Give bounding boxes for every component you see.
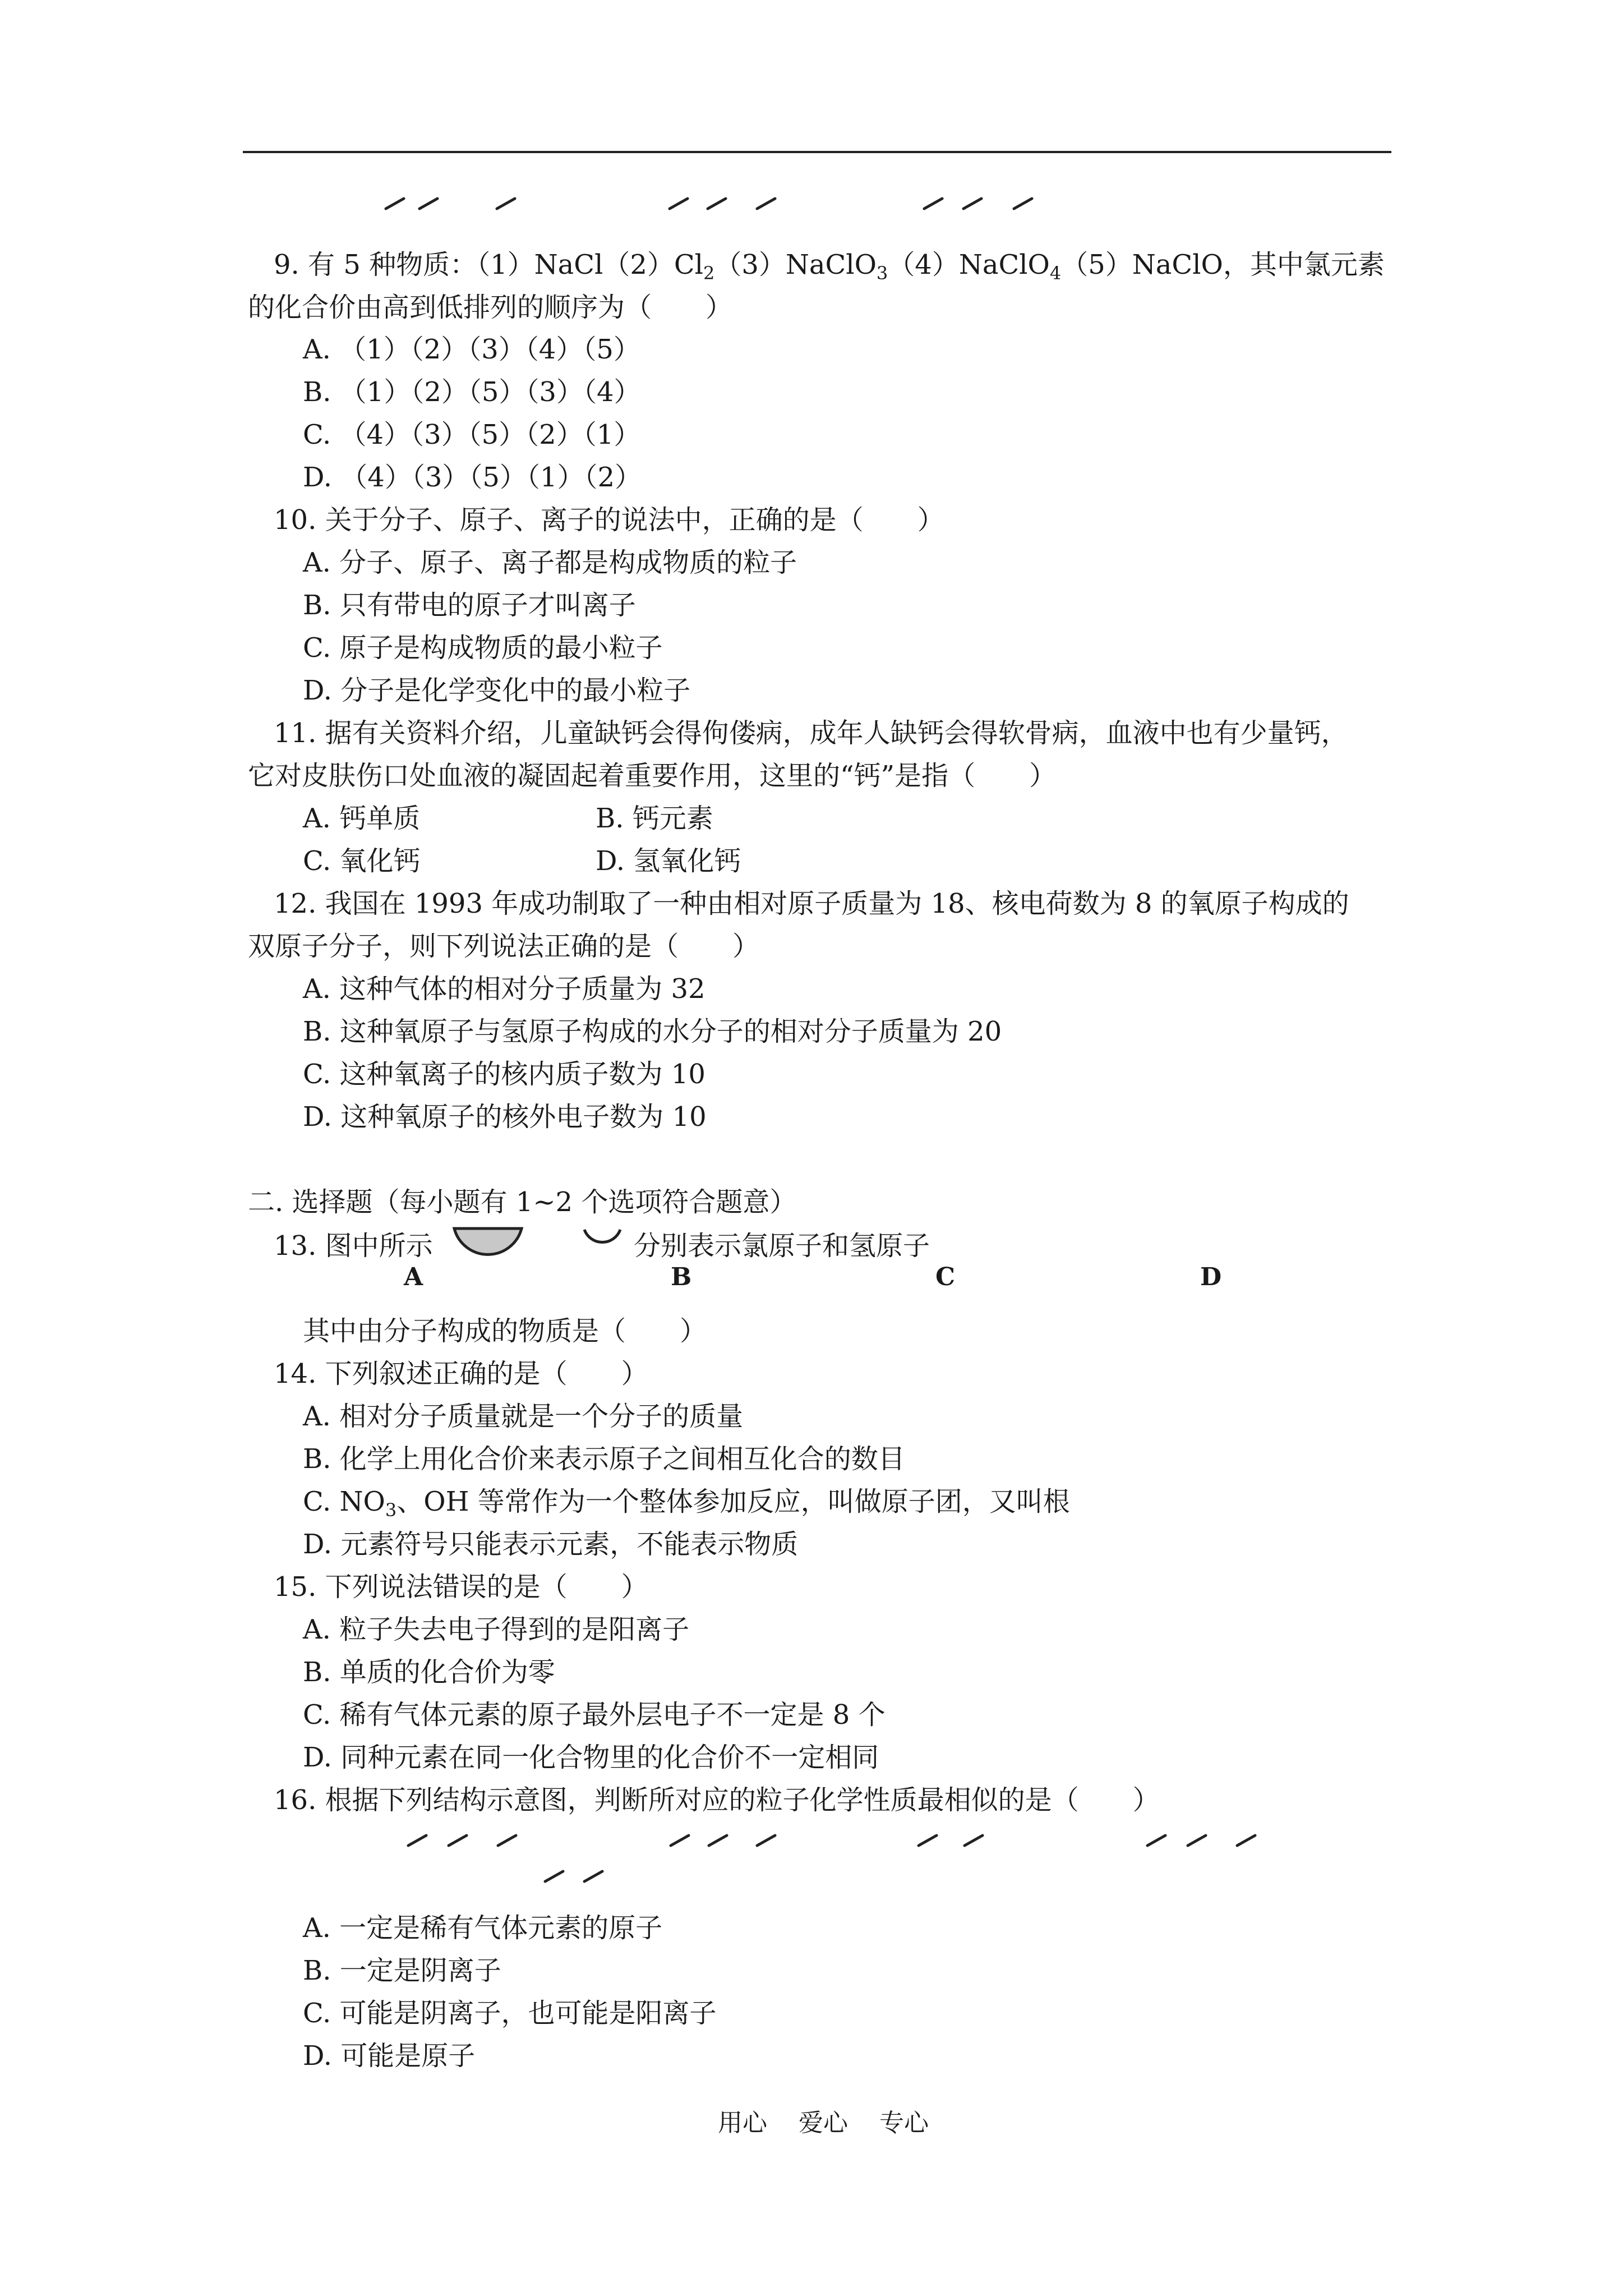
shell-arc	[757, 1835, 775, 1846]
shell-arc	[497, 199, 515, 209]
q9-stem: 9. 有 5 种物质：$(1)NaCl(2)Cl_2(3)NaClO_3(4)NaClO_4(5)NaClO$，其中氯元素	[274, 249, 1385, 284]
q9-option-b: B. （1）（2）（5）（3）（4）	[303, 376, 641, 408]
footer-word: 用心	[718, 2109, 767, 2137]
q16-stem: 16. 根据下列结构示意图，判断所对应的粒子化学性质最相似的是（ ）	[274, 1784, 1160, 1816]
q9-option-c: C. （4）（3）（5）（2）（1）	[303, 419, 641, 450]
shell-arc	[449, 1835, 467, 1846]
q9-option-a: A. （1）（2）（3）（4）（5）	[303, 334, 640, 365]
q9-option-d: D. （4）（3）（5）（1）（2）	[303, 462, 642, 493]
shell-arc	[924, 199, 942, 209]
q9-stem-line2: 的化合价由高到低排列的顺序为（ ）	[248, 292, 733, 323]
shell-arc	[386, 199, 404, 209]
q10-stem: 10. 关于分子、原子、离子的说法中，正确的是（ ）	[274, 504, 944, 536]
shell-arc	[1147, 1835, 1165, 1846]
q11-option-b: B. 钙元素	[596, 803, 713, 834]
q14-option-a: A. 相对分子质量就是一个分子的质量	[303, 1401, 744, 1432]
shell-arc	[709, 1835, 727, 1846]
q14-option-c: C. $NO_3$、OH 等常作为一个整体参加反应，叫做原子团，又叫根	[303, 1486, 1070, 1521]
q12-option-c: C. 这种氧离子的核内质子数为 10	[303, 1059, 706, 1090]
q12-stem-line2: 双原子分子，则下列说法正确的是（ ）	[248, 931, 760, 962]
q12-option-d: D. 这种氧原子的核外电子数为 10	[303, 1101, 707, 1133]
q15-option-d: D. 同种元素在同一化合物里的化合价不一定相同	[303, 1742, 879, 1773]
shell-arc	[498, 1835, 516, 1846]
q13-label-a: A	[404, 1263, 423, 1291]
q11-stem: 11. 据有关资料介绍，儿童缺钙会得佝偻病，成年人缺钙会得软骨病，血液中也有少量钙，	[274, 717, 1348, 749]
shell-arc	[1014, 199, 1032, 209]
footer-word: 专心	[879, 2109, 929, 2137]
hydrogen-atom-icon	[584, 1230, 620, 1243]
q13-label-c: C	[935, 1263, 956, 1291]
q11-option-d: D. 氢氧化钙	[596, 845, 741, 877]
q15-stem: 15. 下列说法错误的是（ ）	[274, 1571, 648, 1603]
q11-option-a: A. 钙单质	[303, 803, 421, 834]
q15-option-b: B. 单质的化合价为零	[303, 1657, 555, 1688]
shell-arc	[757, 199, 775, 209]
q12-stem: 12. 我国在 1993 年成功制取了一种由相对原子质量为 18、核电荷数为 8 的氧原子构成的	[274, 888, 1349, 919]
q14-option-b: B. 化学上用化合价来表示原子之间相互化合的数目	[303, 1443, 905, 1475]
q11-stem-line2: 它对皮肤伤口处血液的凝固起着重要作用，这里的“钙”是指（ ）	[248, 760, 1057, 792]
section-heading: 二. 选择题（每小题有 1~2 个选项符合题意）	[248, 1186, 797, 1218]
shell-arc	[1188, 1835, 1206, 1846]
q16-option-a: A. 一定是稀有气体元素的原子	[303, 1912, 663, 1944]
shell-arc	[408, 1835, 426, 1846]
q13-label-d: D	[1200, 1263, 1222, 1291]
q13-stem-a: 13. 图中所示	[274, 1230, 433, 1262]
page-footer	[718, 2106, 960, 2140]
shell-arc	[545, 1871, 563, 1881]
q13-label-b: B	[671, 1263, 692, 1291]
q14-option-d: D. 元素符号只能表示元素，不能表示物质	[303, 1529, 799, 1560]
q10-option-c: C. 原子是构成物质的最小粒子	[303, 632, 663, 664]
q16-option-b: B. 一定是阴离子	[303, 1955, 501, 1986]
chlorine-atom-icon	[454, 1228, 522, 1254]
q11-option-c: C. 氧化钙	[303, 845, 421, 877]
q13-stem-line2: 其中由分子构成的物质是（ ）	[303, 1315, 707, 1347]
shell-arc	[419, 199, 437, 209]
q10-option-b: B. 只有带电的原子才叫离子	[303, 590, 636, 621]
shell-arc	[965, 1835, 983, 1846]
shell-arc	[963, 199, 981, 209]
shell-arc	[708, 199, 726, 209]
shell-arc	[919, 1835, 937, 1846]
q12-option-a: A. 这种气体的相对分子质量为 32	[303, 973, 706, 1005]
q15-option-a: A. 粒子失去电子得到的是阳离子	[303, 1614, 690, 1645]
q16-option-c: C. 可能是阴离子，也可能是阳离子	[303, 1998, 717, 2029]
q15-option-c: C. 稀有气体元素的原子最外层电子不一定是 8 个	[303, 1699, 886, 1731]
q12-option-b: B. 这种氧原子与氢原子构成的水分子的相对分子质量为 20	[303, 1016, 1002, 1047]
shell-arc	[584, 1871, 602, 1881]
shell-arc	[671, 1835, 689, 1846]
q10-option-d: D. 分子是化学变化中的最小粒子	[303, 675, 691, 706]
q13-stem-b: 分别表示氯原子和氢原子	[634, 1230, 930, 1262]
q10-option-a: A. 分子、原子、离子都是构成物质的粒子	[303, 547, 797, 578]
footer-word: 爱心	[799, 2109, 848, 2137]
shell-arc	[1237, 1835, 1255, 1846]
q14-stem: 14. 下列叙述正确的是（ ）	[274, 1358, 648, 1389]
q16-option-d: D. 可能是原子	[303, 2040, 476, 2072]
shell-arc	[670, 199, 688, 209]
